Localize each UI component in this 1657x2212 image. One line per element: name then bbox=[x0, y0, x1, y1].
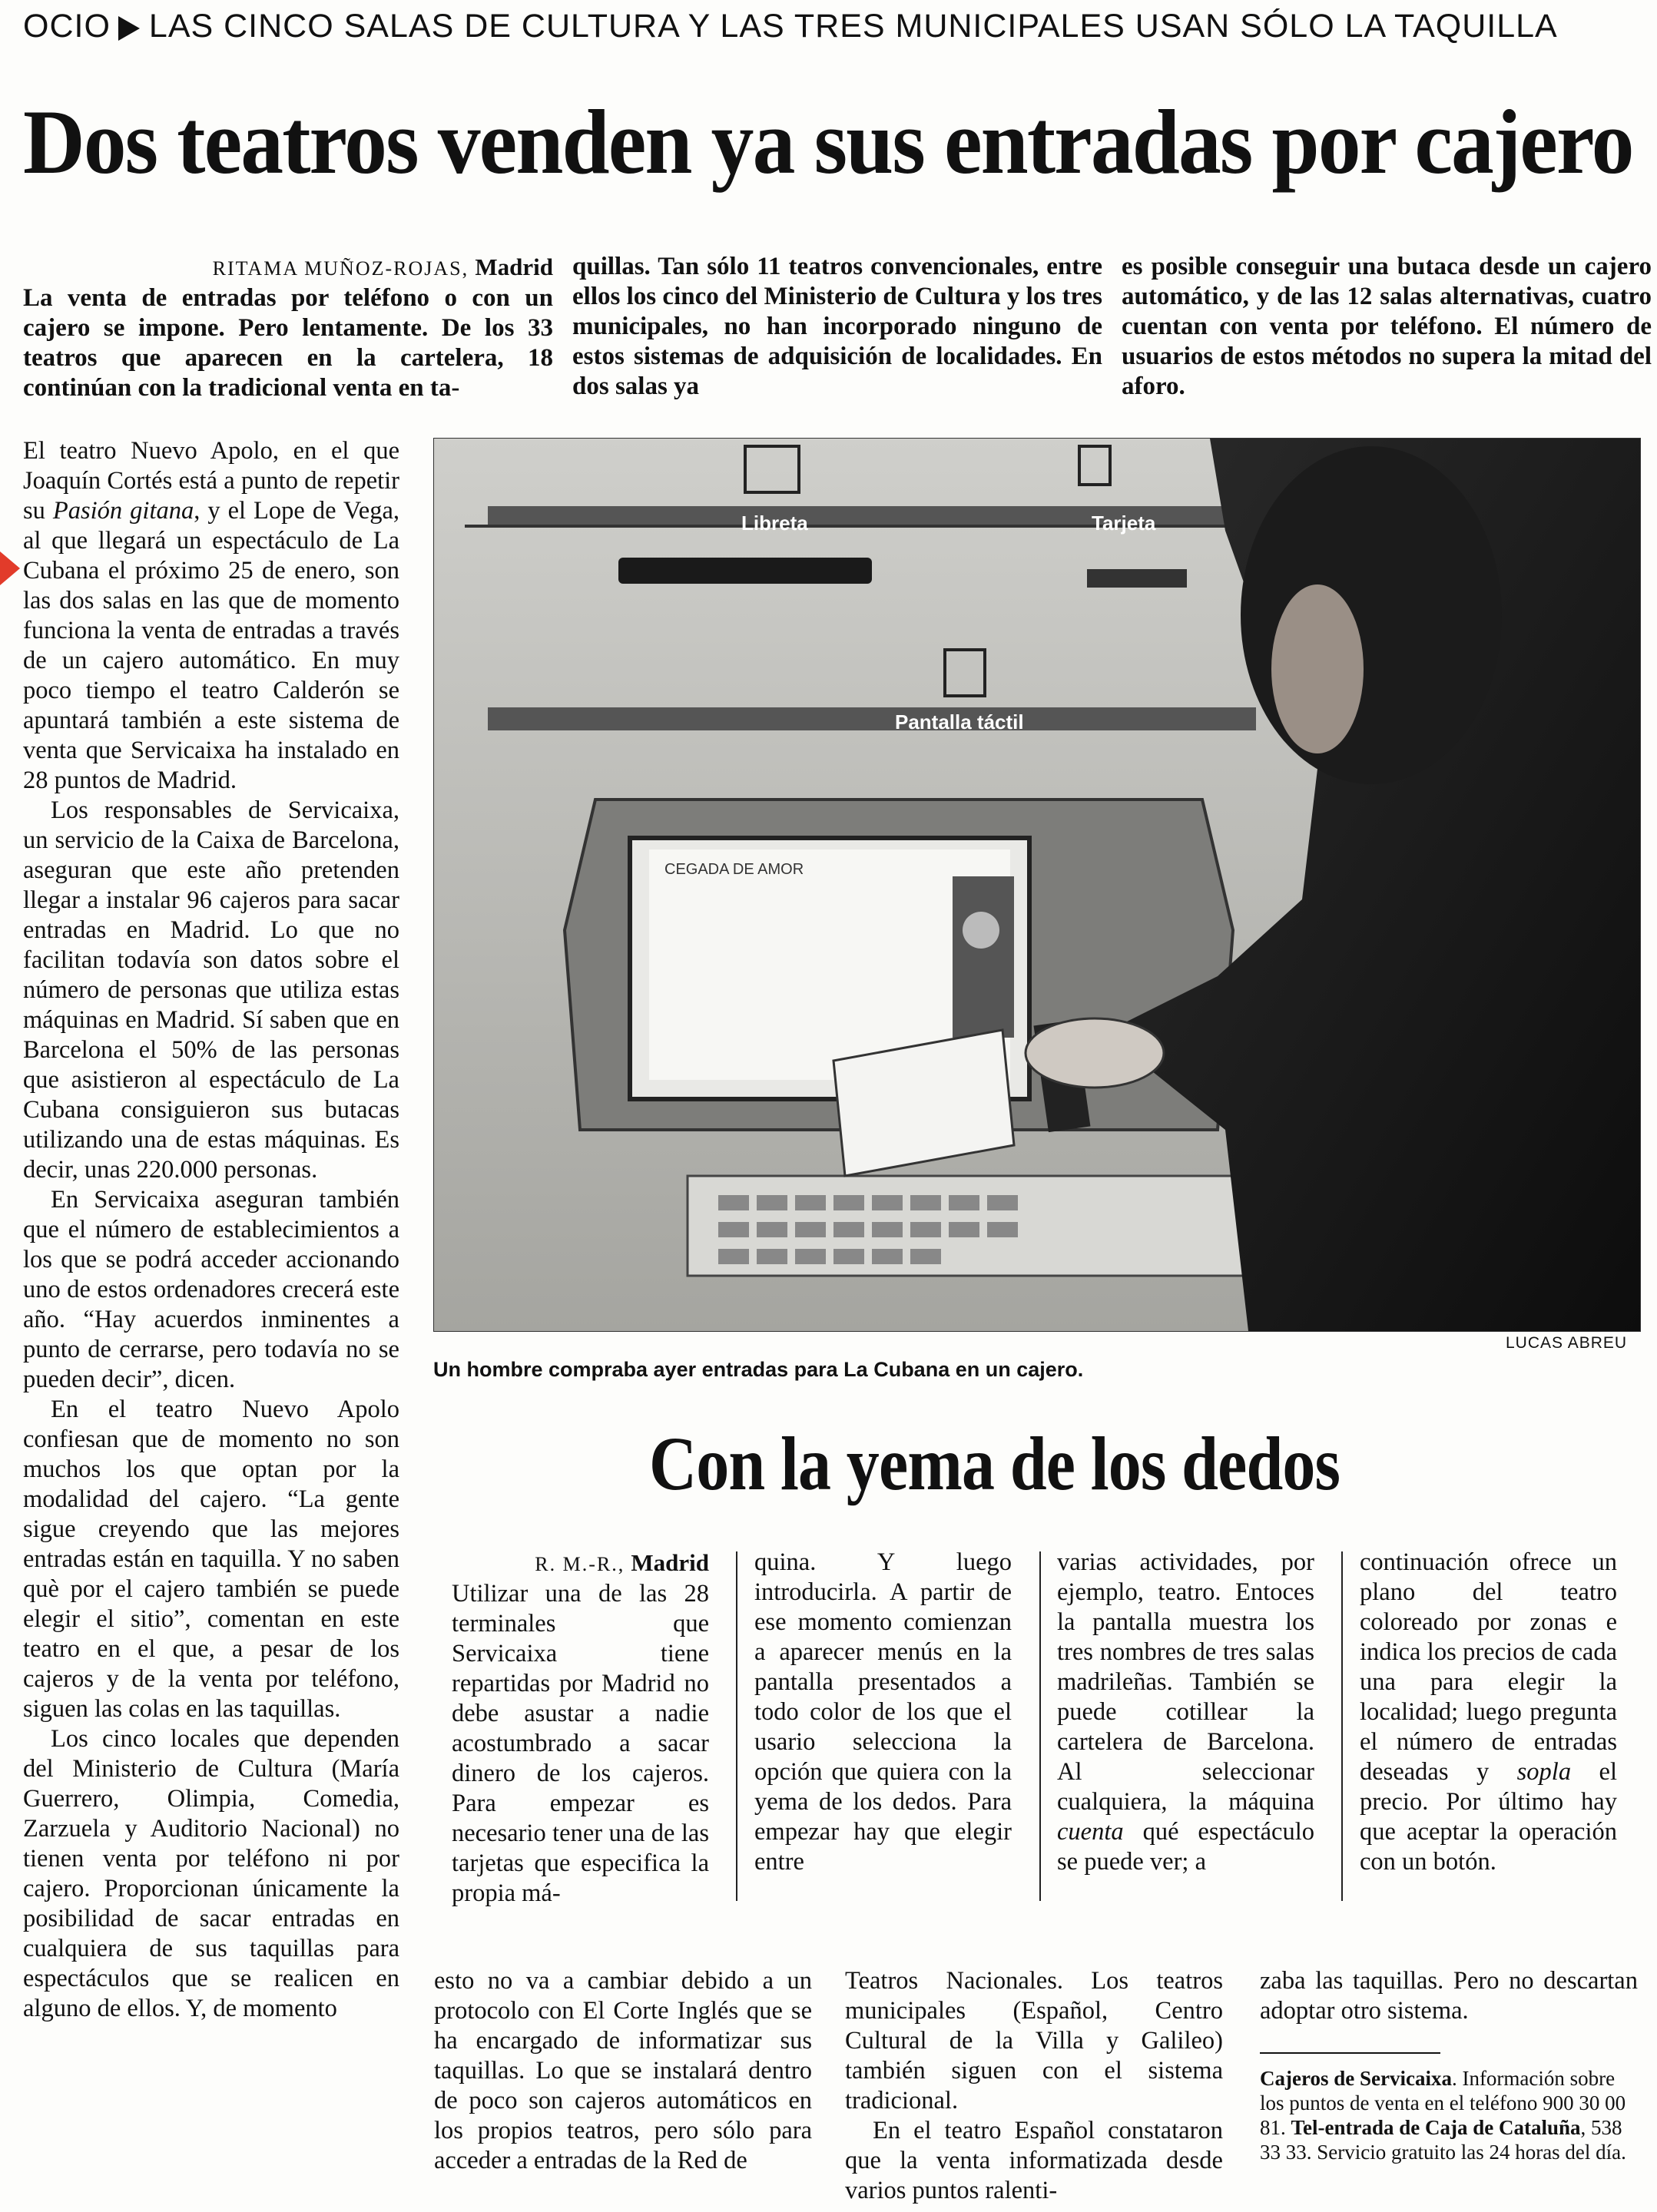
column-divider bbox=[736, 1551, 737, 1901]
section-kicker bbox=[23, 8, 1636, 54]
paragraph: En el teatro Español constataron que la venta informatizada desde varios puntos ralenti- bbox=[845, 2117, 1223, 2204]
continuation-column-1: esto no va a cambiar debido a un protocolo con El Corte Inglés que se ha encargado de informatizar sus taquillas. Lo que se instalará dentro de poco son cajeros automáticos en los propios teatros, pero sólo para acceder a entradas de la Red de bbox=[434, 1967, 812, 2174]
sidebar-column-2: quina. Y luego introducirla. A partir de ese momento comienzan a aparecer menús en la pantalla presentados a todo color de los que el usario selecciona la opción que quiera con la yema de los dedos. Para empezar hay que elegir entre bbox=[754, 1548, 1012, 1876]
column-divider bbox=[1039, 1551, 1041, 1901]
sidebar-title: Con la yema de los dedos bbox=[649, 1421, 1341, 1506]
sidebar-column-1 bbox=[452, 1548, 709, 1909]
sidebar-text-1: Utilizar una de las 28 terminales que Servicaixa tiene repartidas por Madrid no debe asustar a nadie acostumbrado a sacar dinero de los cajeros. Para empezar es necesario tener una de las tarjetas que especifica la propia má- bbox=[452, 1580, 709, 1907]
info-box-rule bbox=[1260, 2052, 1440, 2054]
byline bbox=[23, 252, 553, 283]
paragraph: En el teatro Nuevo Apolo confiesan que de momento no son muchos los que optan por la modalidad del cajero. “La gente sigue creyendo que las mejores entradas están en taquilla. Y no saben què por el cajero también se puede elegir el sitio”, comentan en este teatro en el que, a pesar de los cajeros y de la venta por teléfono, siguen las colas en las taquillas. bbox=[23, 1396, 399, 1723]
paragraph: El teatro Nuevo Apolo, en el que Joaquín Cortés está a punto de repetir su Pasión gitana, y el Lope de Vega, al que llegará un espectáculo de La Cubana el próximo 25 de enero, son las dos salas en las que de momento funciona la venta de entradas a través de un cajero automático. En muy poco tiempo el teatro Calderón se apuntará también a este sistema de venta que Servicaixa ha instalado en 28 puntos de Madrid. bbox=[23, 437, 400, 794]
pantalla-label: Pantalla táctil bbox=[895, 710, 1024, 733]
main-article-column bbox=[23, 436, 399, 2024]
atm-photo bbox=[433, 438, 1641, 1332]
sidebar-column-3: varias actividades, por ejemplo, teatro. Entoces la pantalla muestra los tres nombres de tres salas madrileñas. También se puede cotillear la cartelera de Barcelona. Al seleccionar cualquiera, la máquina cuenta qué espectáculo se puede ver; a bbox=[1057, 1548, 1314, 1876]
photo-caption: Un hombre compraba ayer entradas para La Cubana en un cajero. bbox=[433, 1358, 1084, 1381]
paragraph: Los responsables de Servicaixa, un servicio de la Caixa de Barcelona, aseguran que este año pretenden llegar a instalar 96 cajeros para sacar entradas en Madrid. Lo que no facilitan todavía son datos sobre el número de personas que utiliza estas máquinas en Madrid. Sí saben que en Barcelona el 50% de las personas que asistieron al espectáculo de La Cubana consiguieron sus butacas utilizando una de estas máquinas. Es decir, unas 220.000 personas. bbox=[23, 796, 399, 1184]
margin-marker-icon bbox=[0, 551, 20, 585]
screen-title: CEGADA DE AMOR bbox=[664, 861, 804, 878]
continuation-column-2 bbox=[845, 1966, 1223, 2206]
section-label: OCIO bbox=[23, 8, 111, 45]
lead-column-2: quillas. Tan sólo 11 teatros convencionales, entre ellos los cinco del Ministerio de Cultura y los tres municipales, no han incorporado ninguno de estos sistemas de adquisición de localidades. En dos salas ya bbox=[572, 253, 1102, 400]
paragraph: En Servicaixa aseguran también que el número de establecimientos a los que se podrá acceder accionando uno de estos ordenadores crecerá este año. “Hay acuerdos inminentes a punto de cerrarse, pero todavía no se pueden decir”, dicen. bbox=[23, 1186, 399, 1393]
byline-place: Madrid bbox=[475, 253, 553, 280]
byline-author: RITAMA MUÑOZ-ROJAS, bbox=[212, 257, 469, 280]
continuation-column-3: zaba las taquillas. Pero no descartan adoptar otro sistema. bbox=[1260, 1967, 1638, 2025]
lead-column-1 bbox=[23, 252, 553, 403]
paragraph: Teatros Nacionales. Los teatros municipales (Español, Centro Cultural de la Villa y Galileo) también siguen con el sistema tradicional. bbox=[845, 1967, 1223, 2114]
lead-text-1: La venta de entradas por teléfono o con un cajero se impone. Pero lentamente. De los 33 teatros que aparecen en la cartelera, 18 continúan con la tradicional venta en ta- bbox=[23, 284, 553, 402]
libreta-label: Libreta bbox=[741, 512, 808, 535]
kicker-text: LAS CINCO SALAS DE CULTURA Y LAS TRES MUNICIPALES USAN SÓLO LA TAQUILLA bbox=[148, 8, 1558, 45]
photo-credit: LUCAS ABREU bbox=[1506, 1334, 1628, 1352]
tarjeta-label: Tarjeta bbox=[1092, 512, 1156, 535]
play-arrow-icon bbox=[118, 16, 140, 41]
info-box: Cajeros de Servicaixa. Información sobre los puntos de venta en el teléfono 900 30 00 81. Tel-entrada de Caja de Cataluña, 538 33 33. Servicio gratuito las 24 horas del día. bbox=[1260, 2067, 1626, 2164]
sidebar-byline: R. M.-R., Madrid bbox=[535, 1549, 709, 1576]
sidebar-column-4: continuación ofrece un plano del teatro coloreado por zonas e indica los precios de cada una para elegir la localidad; luego pregunta el número de entradas deseadas y sopla el precio. Por último hay que aceptar la operación con un botón. bbox=[1360, 1548, 1617, 1876]
lead-column-3: es posible conseguir una butaca desde un cajero automático, y de las 12 salas alternativas, cuatro cuentan con venta por teléfono. El número de usuarios de estos métodos no supera la mitad del aforo. bbox=[1122, 253, 1652, 400]
column-divider bbox=[1341, 1551, 1343, 1901]
headline: Dos teatros venden ya sus entradas por cajero bbox=[23, 91, 1633, 193]
atm-illustration bbox=[434, 439, 1640, 1331]
paragraph: Los cinco locales que dependen del Ministerio de Cultura (María Guerrero, Olimpia, Comedia, Zarzuela y Auditorio Nacional) no tienen venta por teléfono ni por cajero. Proporcionan únicamente la posibilidad de sacar entradas en cualquiera de sus taquillas para espectáculos que se realicen en alguno de ellos. Y, de momento bbox=[23, 1725, 399, 2022]
